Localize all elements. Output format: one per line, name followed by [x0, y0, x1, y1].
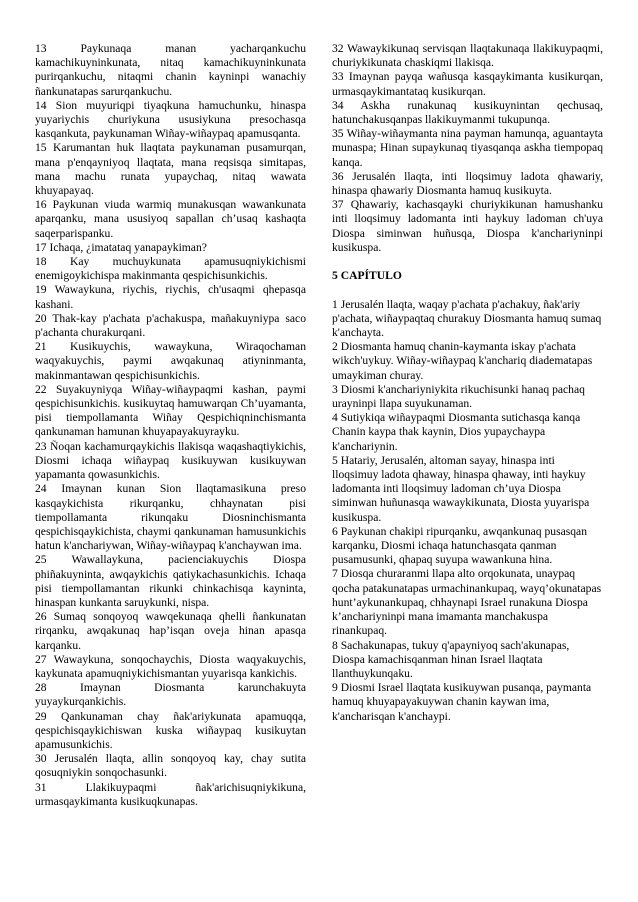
verse: 13 Paykunaqa manan yacharqankuchu kamachikuyninkunata, nitaq kamachikuyninkunata purirqankuchu, nitaqmi chanin kayninpi wanachiy ñankunatapas sarurqankuchu. [35, 42, 306, 98]
verse: 17 Ichaqa, ¿imatataq yanapaykiman? [35, 240, 207, 254]
verse: 22 Suyakuyniyqa Wiñay-wiñaypaqmi kashan, paymi qespichisunkichis. kusikuytaq hamuwarqan Ch’uyamanta, pisi tiempollamanta Wiñay Qespichiqninchismanta qankunaman hamunan khuyapayakuyrayku. [35, 382, 306, 439]
left-column [35, 42, 306, 809]
verse: 32 Wawaykikunaq servisqan llaqtakunaqa llakikuypaqmi, churiykikunata chaskiqmi llakisqa. [332, 42, 603, 70]
chapter-heading: 5 CAPÍTULO [332, 269, 402, 283]
verse: 30 Jerusalén llaqta, allin sonqoyoq kay, chay sutita qosuqniykin sonqochasunki. [35, 752, 306, 780]
verse: 15 Karumantan huk llaqtata paykunaman pusamurqan, mana p'enqayniyoq llaqtata, mana reqsisqa simitapas, mana machu runata yupaychaq, nitaq wawata khuyapayaq. [35, 141, 306, 198]
verse: 26 Sumaq sonqoyoq wawqekunaqa qhelli ñankunatan rirqanku, awqakunaq hap’isqan oveja hinan apasqa karqanku. [35, 610, 306, 652]
verse: 16 Paykunan viuda warmiq munakusqan wawankunata aparqanku, mana ususiyoq sapallan ch’usaq kashaqta saqerparispanku. [35, 198, 306, 240]
verse: 29 Qankunaman chay ñak'ariykunata apamuqqa, qespichisqaykichiswan kuska wiñaypaq kusikuytan apamusunkichis. [35, 709, 306, 751]
verse: 19 Wawaykuna, riychis, riychis, ch'usaqmi qhepasqa kashani. [35, 283, 306, 311]
verse: 1 Jerusalén llaqta, waqay p'achata p'achakuy, ñak'ariy p'achata, wiñaypaqtaq churakuy Diosmanta hamuq sumaq k'anchayta. [332, 297, 602, 340]
verse: 27 Wawaykuna, sonqochaychis, Diosta waqyakuychis, kaykunata apamuqniykichismantan yuyarisqa kankichis. [35, 652, 306, 680]
verse: 5 Hatariy, Jerusalén, altoman sayay, hinaspa inti lloqsimuy ladota qhaway, hinaspa qhaway, inti haykuy ladomanta inti lloqsimuy ladoman ch’uya Diospa siminwan huñunasqa wawaykikunata, Diosta yuyarispa kusikuspa. [332, 453, 590, 524]
verse: 18 Kay muchuykunata apamusuqniykichismi enemigoykichispa makinmanta qespichisunkichis. [35, 255, 306, 283]
chapter-5-body [332, 298, 603, 724]
verse: 37 Qhawariy, kachasqayki churiykikunan hamushanku inti lloqsimuy ladomanta inti haykuy ladoman ch'uya Diospa siminwan huñusqa, Diospa k'anchariyninpi kusikuspa. [332, 198, 603, 254]
verse: 33 Imaynan payqa wañusqa kasqaykimanta kusikurqan, urmasqaykimantataq kusikurqan. [332, 70, 603, 98]
verse: 7 Diosqa churaranmi llapa alto orqokunata, unaypaq qocha patakunatapas urmachinankupaq, wayq’okunatapas hunt’aykunankupaq, chhaynapi Israel runakuna Diospa k’anchariyninpi mana imamanta manchakuspa rinankupaq. [332, 567, 602, 638]
verse: 25 Wawallaykuna, pacienciakuychis Diospa phiñakuyninta, awqaykichis qatiykachasunkichis. Ichaqa pisi tiempollamantan rikunki chinkachisqa kayninta, hinaspan kunkanta saruykunki, nispa. [35, 553, 306, 609]
verse: 35 Wiñay-wiñaymanta nina payman hamunqa, aguantayta munaspa; Hinan supaykunaq tiyasqanqa askha tiempopaq kanqa. [332, 127, 603, 169]
spacer [332, 255, 603, 269]
verse: 3 Diosmi k'anchariyniykita rikuchisunki hanaq pachaq urayninpi llapa suyukunaman. [332, 382, 585, 411]
verse: 9 Diosmi Israel llaqtata kusikuywan pusanqa, paymanta hamuq khuyapayakuywan chanin kaywan ima, k'ancharisqan k'anchaypi. [332, 681, 592, 723]
right-column [332, 42, 603, 724]
verse: 31 Llakikuypaqmi ñak'arichisuqniykikuna, urmasqaykimanta kusikuqkunapas. [35, 780, 306, 808]
verse: 8 Sachakunapas, tukuy q'apayniyoq sach'akunapas, Diospa kamachisqanman hinan Israel llaqtata llanthuykunqaku. [332, 638, 570, 680]
verse: 4 Sutiykiqa wiñaypaqmi Diosmanta sutichasqa kanqa Chanin kaypa thak kaynin, Dios yupaychaypa k'anchariynin. [332, 411, 581, 453]
verse: 36 Jerusalén llaqta, inti lloqsimuy ladota qhawariy, hinaspa qhawariy Diosmanta hamuq kusikuyta. [332, 169, 603, 198]
verse: 28 Imaynan Diosmanta karunchakuyta yuyaykurqankichis. [35, 681, 306, 709]
verse: 20 Thak-kay p'achata p'achakuspa, mañakuyniypa saco p'achanta churakurqani. [35, 311, 306, 340]
verse: 6 Paykunan chakipi ripurqanku, awqankunaq pusasqan karqanku, Diosmi ichaqa hatunchasqata qanman pusamusunki, qhapaq suyupa wawankuna hina. [332, 524, 588, 567]
verse: 24 Imaynan kunan Sion llaqtamasikuna preso kasqaykichista rikurqanku, chhaynatan pisi tiempollamanta rikunqaku Diosninchismanta qespichisqaykichista, chaymi qankunaman hamusunkichis hatun k'anchariywan, Wiñay-wiñaypaq k'anchaywan ima. [35, 482, 306, 553]
verse: 23 Ñoqan kachamurqaykichis llakisqa waqashaqtiykichis, Diosmi ichaqa wiñaypaq kusikuywan kusikuywan yapamanta qowasunkichis. [35, 439, 306, 482]
verse: 2 Diosmanta hamuq chanin-kaymanta iskay p'achata wikch'uykuy. Wiñay-wiñaypaq k'anchariq diadematapas umaykiman churay. [332, 340, 593, 382]
verse: 34 Askha runakunaq kusikuynintan qechusaq, hatunchakusqanpas llakikuymanmi tukupunqa. [332, 98, 603, 127]
verse: 21 Kusikuychis, wawaykuna, Wiraqochaman waqyakuychis, paymi awqakunaq atiyninmanta, makinmantawan qespichisunkichis. [35, 340, 306, 382]
verse: 14 Sion muyuriqpi tiyaqkuna hamuchunku, hinaspa yuyariychis churiykuna ususiykuna presochasqa kasqankuta, paykunaman Wiñay-wiñaypaq apamusqanta. [35, 98, 306, 141]
spacer [332, 283, 603, 297]
chapter-4-end [332, 42, 603, 255]
